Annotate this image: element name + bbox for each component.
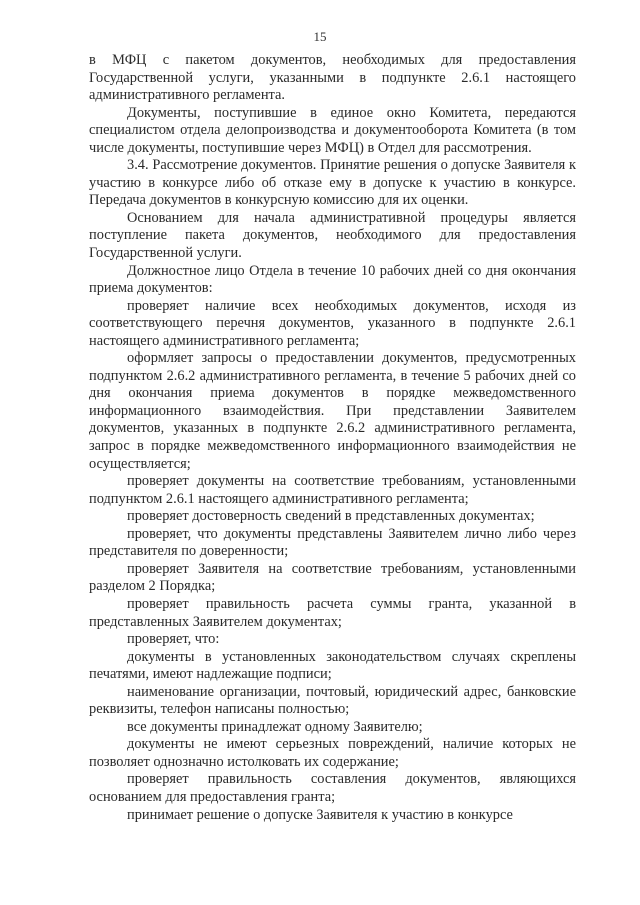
section-3-4-heading-paragraph: 3.4. Рассмотрение документов. Принятие решения о допуске Заявителя к участию в конкурсе либо об отказе ему в допуске к участию в конкурсе. Передача документов в конкурсную комиссию для их оценки. xyxy=(89,157,576,209)
document-body xyxy=(89,52,576,824)
list-item-admission-decision: принимает решение о допуске Заявителя к участию в конкурсе xyxy=(127,806,513,823)
list-item-check-requirements: проверяет документы на соответствие требованиям, установленными подпунктом 2.6.1 настоящего административного регламента; xyxy=(89,473,576,507)
list-item-interagency-requests: оформляет запросы о предоставлении документов, предусмотренных подпунктом 2.6.2 административного регламента, в течение 5 рабочих дней со дня окончания приема документов в порядке межведомственного информационного взаимодействия. При представлении Заявителем документов, указанных в подпункте 2.6.2 административного регламента, запрос в порядке межведомственного информационного взаимодействия не осуществляется; xyxy=(89,350,576,472)
list-item-check-reliability: проверяет достоверность сведений в представленных документах; xyxy=(127,508,535,525)
list-item-check-applicant: проверяет Заявителя на соответствие требованиям, установленными разделом 2 Порядка; xyxy=(89,560,576,595)
paragraph-continuation: в МФЦ с пакетом документов, необходимых для предоставления Государственной услуги, указанными в подпункте 2.6.1 настоящего административного регламента. xyxy=(89,52,576,104)
list-item-check-submitted-personally: проверяет, что документы представлены Заявителем лично либо через представителя по доверенности; xyxy=(89,525,576,560)
list-item-checks-that: проверяет, что: xyxy=(127,631,220,648)
paragraph-procedure-basis: Основанием для начала административной процедуры является поступление пакета документов, необходимого для предоставления Государственной услуги. xyxy=(89,209,576,262)
page-number: 15 xyxy=(313,29,327,44)
paragraph-documents-single-window: Документы, поступившие в единое окно Комитета, передаются специалистом отдела делопроизводства и документооборота Комитета (в том числе документы, поступившие через МФЦ) в Отдел для рассмотрения. xyxy=(89,104,576,156)
paragraph-official-duties-intro: Должностное лицо Отдела в течение 10 рабочих дней со дня окончания приема документов: xyxy=(89,262,576,297)
sub-item-organization-details: наименование организации, почтовый, юридический адрес, банковские реквизиты, телефон написаны полностью; xyxy=(89,683,576,718)
sub-item-seals-signatures: документы в установленных законодательством случаях скреплены печатями, имеют надлежащие подписи; xyxy=(89,648,576,683)
list-item-check-grant-calculation: проверяет правильность расчета суммы гранта, указанной в представленных Заявителем документах; xyxy=(89,595,576,630)
sub-item-single-applicant: все документы принадлежат одному Заявителю; xyxy=(127,718,423,735)
list-item-check-document-preparation: проверяет правильность составления документов, являющихся основанием для предоставления гранта; xyxy=(89,771,576,805)
sub-item-no-damage: документы не имеют серьезных повреждений, наличие которых не позволяет однозначно истолковать их содержание; xyxy=(89,736,576,770)
list-item-check-all-documents: проверяет наличие всех необходимых документов, исходя из соответствующего перечня документов, указанного в подпункте 2.6.1 настоящего административного регламента; xyxy=(89,297,576,349)
